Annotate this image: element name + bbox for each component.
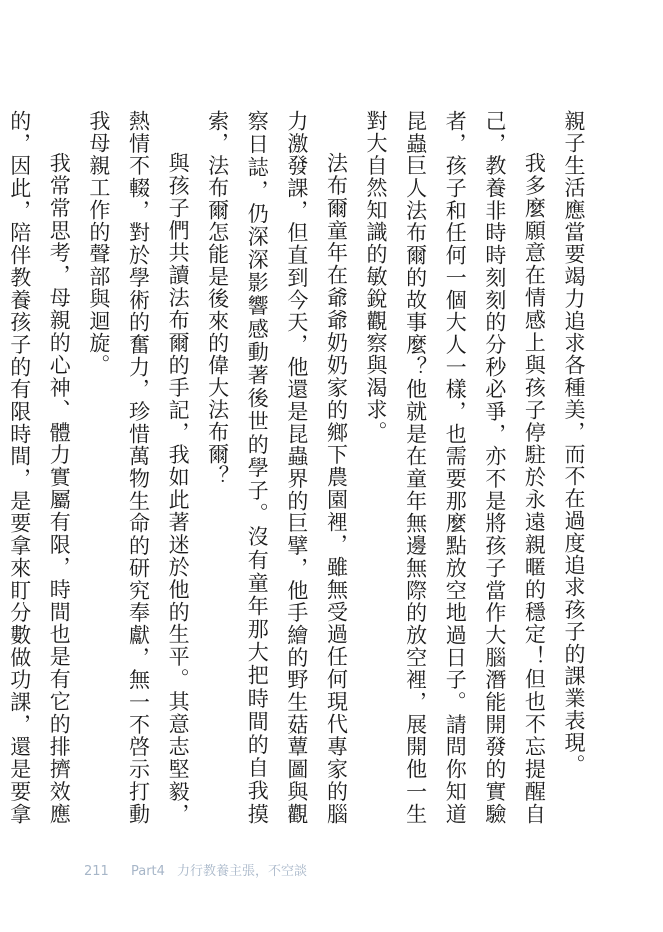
paragraph-3: 法布爾童年在爺爺奶奶家的鄉下農園裡，雖無受過任何現代專家的腦力激發課，但直到今天，他還是昆蟲界的巨擘，他手繪的野生菇蕈圖與觀察日誌，仍深深影響感動著後世的學子。沒有童年那大把時間的自我摸索，法布爾怎能是後來的偉大法布爾？ [205, 110, 349, 825]
paragraph-4: 與孩子們共讀法布爾的手記，我如此著迷於他的生平。其意志堅毅，熱情不輟，對於學術的奮力，珍惜萬物生命的研究奉獻，無一不啓示打動我母親工作的聲部與迴旋。 [86, 110, 191, 825]
chapter-title: 力行教養主張，不空談 [177, 864, 308, 879]
page-number: 211 [84, 864, 109, 879]
paragraph-5: 我常常思考，母親的心神、體力實屬有限，時間也是有它的排擠效應的，因此，陪伴教養孩子的有限時間，是要拿來盯分數做功課，還是要拿 [7, 110, 72, 825]
page-footer [84, 860, 307, 879]
part-label: Part4 [130, 864, 165, 879]
paragraph-1: 親子生活應當要竭力追求各種美，而不在過度追求孩子的課業表現。 [562, 110, 586, 776]
paragraph-2: 我多麼願意在情感上與孩子停駐於永遠親暱的穩定！但也不忘提醒自己，教養非時時刻刻的分秒必爭，亦不是將孩子當作大腦潛能開發的實驗者，孩子和任何一個大人一樣，也需要那麼點放空地過日子。請問你知道昆蟲巨人法布爾的故事麼？他就是在童年無邊無際的放空裡，展開他一生對大自然知識的敏銳觀察與渴求。 [364, 110, 547, 825]
vertical-text-body [7, 110, 593, 825]
